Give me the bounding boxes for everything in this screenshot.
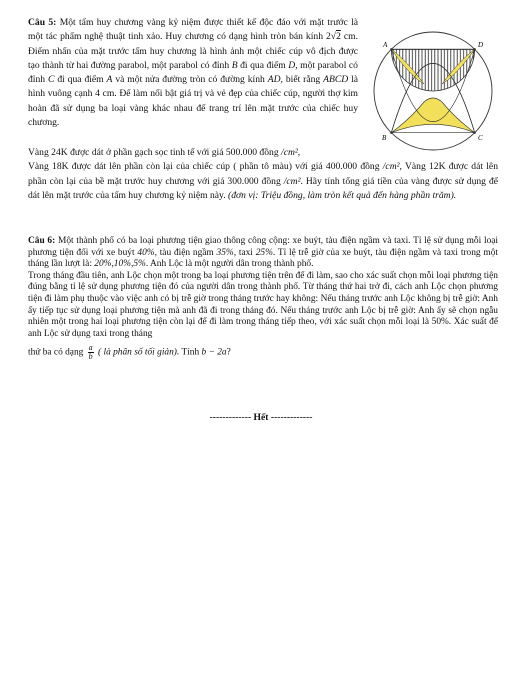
- q5-unit-24k: /cm²: [281, 147, 298, 158]
- q5-radius-root: 2: [336, 31, 341, 43]
- q6-pct-bus: 40%: [137, 247, 155, 258]
- q5-24k-text: Vàng 24K được dát ở phần gạch sọc tinh tế với giá 500.000 đồng: [28, 147, 279, 158]
- q5-line-24k: Vàng 24K được dát ở phần gạch sọc tinh tế với giá 500.000 đồng /cm²,: [28, 147, 301, 158]
- q6-expression: b − 2a: [201, 348, 227, 358]
- q5-square: ABCD: [323, 74, 349, 86]
- question-5-paragraph: Câu 5: Một tấm huy chương vàng kỷ niệm được thiết kế độc đáo với mặt trước là một tác phẩm nghệ thuật tinh xảo. Huy chương có dạng hình tròn bán kính 2√2 cm. Điểm nhấn của mặt trước tấm huy chương là hình ảnh một chiếc cúp vô địch được tạo thành từ hai đường parabol, một parabol có đỉnh B đi qua điểm D, một parabol có đỉnh C đi qua điểm A và một nửa đường tròn có đường kính AD, biết rằng ABCD là hình vuông cạnh 4 cm. Để làm nổi bật giá trị và vẻ đẹp của chiếc cúp, người thợ kim hoàn đã sử dụng ba loại vàng khác nhau để trang trí lên mặt trước của chiếc huy chương.: [28, 17, 359, 129]
- q5-unit-18k: /cm²: [382, 161, 400, 173]
- q5-line-18k: [28, 160, 498, 203]
- q5-text-c: đi qua điểm: [57, 74, 104, 86]
- label-b: B: [382, 134, 387, 142]
- q5-text-f: là hình vuông cạnh: [28, 74, 359, 100]
- q5-intro: Một tấm huy chương vàng kỷ niệm được thiết kế độc đáo với mặt trước là một tác phẩm nghệ thuật tinh xảo. Huy chương có dạng hình tròn bán kính: [28, 17, 358, 43]
- q5-unit-12k: /cm²: [283, 175, 301, 187]
- q6-text-p3a: thứ ba có dạng: [28, 348, 84, 358]
- q6-paragraph-1: [28, 236, 498, 271]
- q6-late-rates: 20%,10%,5%: [94, 259, 146, 270]
- q6-text-a: Một thành phố có ba loại phương tiện giao thông công cộng: xe buýt, tàu điện ngầm và taxi. Tỉ lệ sử dụng mỗi loại phương tiện đối với xe buýt: [28, 236, 499, 258]
- q5-prices: [28, 146, 498, 203]
- q5-12k-text: , Vàng 12K được dát lên phần còn lại của bề mặt trước huy chương với giá 300.000 đồng: [28, 161, 498, 187]
- q5-text-g: cm. Để làm nổi bật giá trị và vẻ đẹp của chiếc cúp, người thợ kim hoàn đã sử dụng ba loại vàng khác nhau để trang trí lên mặt trước của chiếc huy chương.: [28, 88, 358, 129]
- q6-frac-den: b: [88, 352, 93, 362]
- q5-vertex-c: C: [47, 74, 55, 86]
- q5-point-d: D: [288, 59, 296, 71]
- q5-text-d: và một nửa đường tròn có đường kính: [115, 74, 265, 86]
- q6-pct-taxi: 25%: [255, 247, 273, 258]
- q5-question: . Hãy tính tổng giá tiền của vàng được sử dụng để dát lên mặt trước của tấm huy chương kỷ niệm này.: [28, 175, 498, 201]
- medal-figure: [366, 24, 500, 158]
- q6-question-mark: ?: [226, 348, 231, 358]
- q5-vertex-b: B: [231, 59, 238, 71]
- label-a: A: [383, 41, 388, 49]
- q5-radius-unit: cm. Điểm nhấn của mặt trước tấm huy chương là hình ảnh một chiếc cúp vô địch được tạo thành từ hai đường parabol, một parabol có đỉnh: [28, 31, 358, 71]
- q6-fraction: [88, 344, 94, 361]
- q5-text-a: đi qua điểm: [240, 59, 286, 71]
- q6-text-e: . Anh Lộc là một người dân trong thành phố.: [145, 259, 314, 270]
- end-marker: ------------- Hết -------------: [209, 412, 313, 423]
- q5-radius-coef: 2: [326, 31, 331, 43]
- question-5-label: Câu 5:: [28, 17, 57, 28]
- q6-text-p2: Trong tháng đầu tiên, anh Lộc chọn một trong ba loại phương tiện trên để đi làm, sao cho xác suất chọn mỗi loại phương tiện đúng bằng tỉ lệ sử dụng phương tiện đó của người dân trong thành phố. Từ tháng thứ hai trở đi, cách anh Lộc chọn phương tiện đi làm phụ thuộc vào việc anh có bị trễ giờ trong tháng trước hay không: Nếu tháng trước anh Lộc không bị trễ giờ: Anh ấy tiếp tục sử dụng loại phương tiện mà anh đã đi trong tháng đó. Nếu tháng trước anh Lộc bị trễ giờ: Anh ấy sẽ chọn ngẫu nhiên một trong hai loại phương tiện còn lại để đi làm trong tháng tiếp theo, với xác suất chọn mỗi loại là 50%. Xác suất để anh Lộc sử dụng taxi trong tháng: [28, 270, 498, 339]
- q6-text-d: . Tỉ lệ trễ giờ của xe buýt, tàu điện ngầm và taxi trong một tháng lần lượt là:: [28, 247, 499, 270]
- q6-paragraph-3: [28, 344, 498, 361]
- question-5: [28, 16, 358, 130]
- question-6-label: Câu 6:: [28, 236, 56, 246]
- q5-note: (đơn vị: Triệu đồng, làm tròn kết quả đến hàng phần trăm).: [228, 189, 457, 201]
- q5-18k-text: Vàng 18K được dát lên phần còn lại của chiếc cúp ( phần tô màu) với giá 400.000 đồng: [28, 161, 380, 173]
- q6-frac-num: a: [88, 343, 93, 353]
- q5-point-a: A: [106, 74, 113, 86]
- label-c: C: [478, 134, 483, 142]
- question-6: [28, 236, 498, 361]
- q6-text-c: , taxi: [233, 247, 253, 258]
- q6-text-p3c: Tính: [181, 348, 200, 358]
- q6-pct-metro: 35%: [216, 247, 234, 258]
- q5-diameter: AD: [267, 74, 281, 86]
- q6-paragraph-2: [28, 271, 498, 341]
- q6-text-p3b: ( là phân số tối giản).: [98, 348, 180, 358]
- q5-text-b: , một parabol có đỉnh: [28, 59, 358, 86]
- label-d: D: [478, 41, 484, 49]
- q6-text-b: , tàu điện ngầm: [154, 247, 214, 258]
- q5-side: 4: [95, 88, 100, 100]
- q5-text-e: , biết rằng: [280, 74, 321, 86]
